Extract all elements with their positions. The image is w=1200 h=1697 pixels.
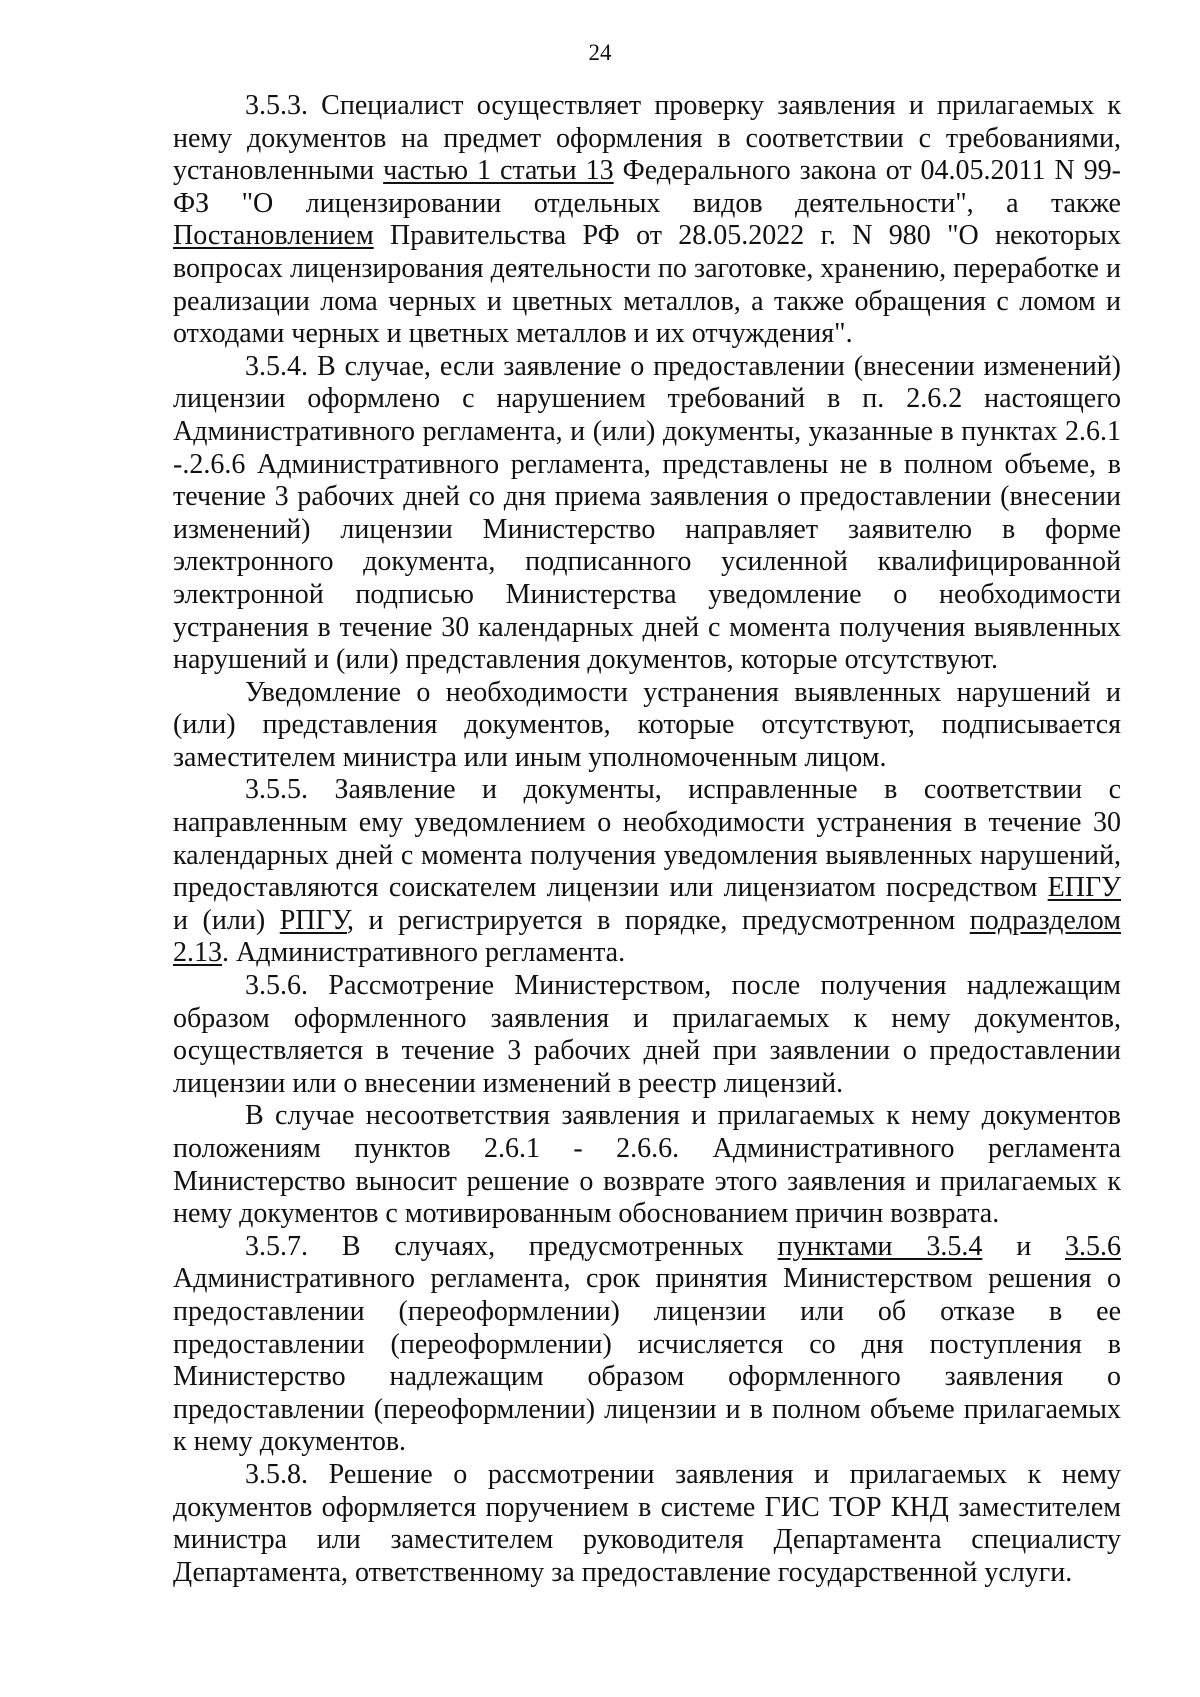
paragraph-text: В случае несоответствия заявления и прилагаемых к нему документов положениям пунктов 2.6.1 - 2.6.6. Административного регламента Министерство выносит решение о возврате этого заявления и прилагаемых к нему документов с мотивированным обоснованием причин возврата. [173, 1100, 1121, 1230]
reference-link[interactable]: ЕПГУ [1047, 872, 1121, 904]
document-body [173, 90, 1121, 1589]
reference-link[interactable]: частью 1 статьи 13 [383, 155, 614, 187]
paragraph-text: 3.5.5. Заявление и документы, исправленные в соответствии с направленным ему уведомлением о необходимости устранения в течение 30 календарных дней с момента получения уведомления выявленных нарушений, предоставляются соискателем лицензии или лицензиатом посредством [173, 774, 1121, 904]
paragraph-text: 3.5.6. Рассмотрение Министерством, после получения надлежащим образом оформленного заявления и прилагаемых к нему документов, осуществляется в течение 3 рабочих дней при заявлении о предоставлении лицензии или о внесении изменений в реестр лицензий. [173, 970, 1121, 1099]
paragraph-p-3-5-6 [173, 970, 1121, 1100]
paragraph-text: и [982, 1230, 1066, 1262]
paragraph-text: Федерального закона от 04.05.2011 N 99-ФЗ "О лицензировании отдельных видов деятельности", а также [173, 155, 1122, 219]
paragraph-text: . Административного регламента. [222, 937, 626, 969]
paragraph-p-mismatch [173, 1100, 1121, 1230]
paragraph-text: , и регистрируется в порядке, предусмотренном [346, 904, 970, 936]
paragraph-p-3-5-3 [173, 90, 1121, 351]
paragraph-p-3-5-8 [173, 1459, 1121, 1589]
reference-link[interactable]: подразделом 2.13 [173, 904, 1121, 969]
paragraph-p-notice [173, 677, 1121, 775]
reference-link[interactable]: Постановлением [173, 220, 374, 252]
paragraph-text: 3.5.7. В случаях, предусмотренных [245, 1230, 778, 1262]
paragraph-text: Административного регламента, срок принятия Министерством решения о предоставлении (переоформлении) лицензии или об отказе в ее предоставлении (переоформлении) исчисляется со дня поступления в Министерство надлежащим образом оформленного заявления о предоставлении (переоформлении) лицензии и в полном объеме прилагаемых к нему документов. [173, 1263, 1121, 1458]
paragraph-p-3-5-7 [173, 1231, 1121, 1459]
paragraph-text: 3.5.3. Специалист осуществляет проверку заявления и прилагаемых к нему документов на предмет оформления в соответствии с требованиями, установленными [173, 90, 1121, 187]
reference-link[interactable]: РПГУ [279, 904, 347, 936]
paragraph-p-3-5-4 [173, 351, 1121, 677]
paragraph-text: Уведомление о необходимости устранения выявленных нарушений и (или) представления документов, которые отсутствуют, подписывается заместителем министра или иным уполномоченным лицом. [173, 676, 1121, 773]
paragraph-p-3-5-5 [173, 774, 1121, 970]
paragraph-text: Правительства РФ от 28.05.2022 г. N 980 "О некоторых вопросах лицензирования деятельности по заготовке, хранению, переработке и реализации лома черных и цветных металлов, а также обращения с ломом и отходами черных и цветных металлов и их отчуждения". [173, 220, 1121, 350]
paragraph-text: 3.5.8. Решение о рассмотрении заявления и прилагаемых к нему документов оформляется поручением в системе ГИС ТОР КНД заместителем министра или заместителем руководителя Департамента специалисту Департамента, ответственному за предоставление государственной услуги. [173, 1458, 1121, 1588]
reference-link[interactable]: 3.5.6 [1065, 1230, 1122, 1262]
page-number: 24 [588, 40, 612, 65]
paragraph-text: 3.5.4. В случае, если заявление о предоставлении (внесении изменений) лицензии оформлено с нарушением требований в п. 2.6.2 настоящего Административного регламента, и (или) документы, указанные в пунктах 2.6.1 -.2.6.6 Административного регламента, представлены не в полном объеме, в течение 3 рабочих дней со дня приема заявления о предоставлении (внесении изменений) лицензии Министерство направляет заявителю в форме электронного документа, подписанного усиленной квалифицированной электронной подписью Министерства уведомление о необходимости устранения в течение 30 календарных дней с момента получения выявленных нарушений и (или) представления документов, которые отсутствуют. [173, 350, 1121, 676]
reference-link[interactable]: пунктами 3.5.4 [777, 1230, 983, 1262]
paragraph-text: и (или) [173, 904, 280, 936]
